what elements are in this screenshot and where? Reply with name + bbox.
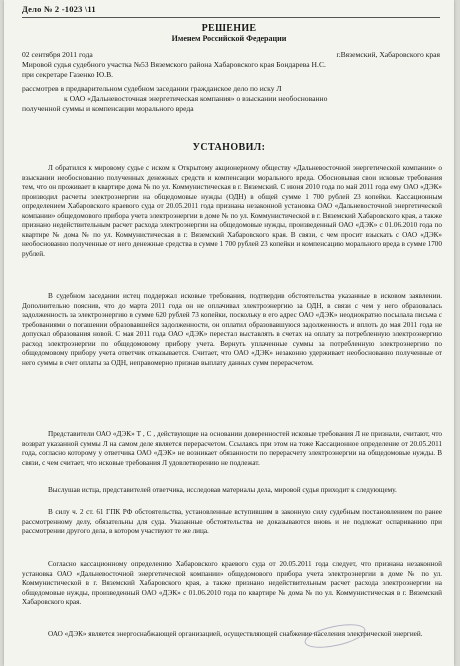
paragraph-6: Согласно кассационному определению Хабаровского краевого суда от 20.05.2011 года следует, что признана незаконной установка ОАО «Дальневосточной энергетической компании» общедомового прибора учета электроэнергии в доме № по ул. Коммунистической в г. Вяземский Хабаровского края, а также признано недействительным расчет расхода электроэнергии на общедомовые нужды, произведенный ОАО «ДЭК» с 01.06.2010 года по квартире № дома № по ул. Коммунистическая в г. Вяземский Хабаровского края.: [22, 560, 442, 607]
case-number: Дело № 2 -1023 \11: [22, 4, 96, 14]
document-title: РЕШЕНИЕ: [201, 23, 257, 34]
claim-line: полученной суммы и компенсации морального вреда: [22, 104, 194, 113]
decision-place: г.Вяземский, Хабаровского края: [336, 50, 440, 59]
header-rule: [22, 17, 440, 18]
secretary-line: при секретаре Газенко Ю.В.: [22, 70, 114, 79]
section-title: УСТАНОВИЛ:: [192, 142, 266, 153]
date-place-row: [22, 50, 440, 60]
defendant-line: к ОАО «Дальневосточная энергетическая компания» о взыскании необоснованно: [64, 94, 328, 103]
document-subtitle: Именем Российской Федерации: [171, 34, 287, 43]
court-line: Мировой судья судебного участка №53 Вяземского района Хабаровского края Бондарева Н.С.: [22, 60, 326, 69]
stamp-mark: [303, 620, 368, 652]
paragraph-5: В силу ч. 2 ст. 61 ГПК РФ обстоятельства, установленные вступившим в законную силу судебным постановлением по ранее рассмотренному делу, обязательны для суда. Указанные обстоятельства не доказываются вновь и не подлежат оспариванию при рассмотрении другого дела, в котором участвуют те же лица.: [22, 508, 442, 536]
consider-line: рассмотрев в предварительном судебном заседании гражданское дело по иску Л: [22, 84, 282, 93]
paragraph-7: ОАО «ДЭК» является энергоснабжающей организацией, осуществляющей снабжение населения электрической энергией.: [48, 630, 423, 638]
paragraph-1: Л обратился к мировому судье с иском к Открытому акционерному обществу «Дальневосточной энергетической компании» о взыскании необоснованно полученных денежных средств и компенсации морального вреда. Обосновывая свои исковые требования тем, что он проживает в квартире дома № по ул. Коммунистическая в г. Вяземский. С июня 2010 года по май 2011 года ему ОАО «ДЭК» производил расчеты электроэнергии на общедомовые нужды (ОДН) в общей сумме 1 700 рублей 23 копейки. Кассационным определением Хабаровского краевого суда от 20.05.2011 года признана незаконной установка ОАО «Дальневосточной энергетической компании» общедомового прибора учета электроэнергии в доме № по ул. Коммунистической в г. Вяземский Хабаровского края, а также признано недействительным расчет расхода электроэнергии на общедомовые нужды, произведенный ОАО «ДЭК» с 01.06.2010 года по квартире № дома № по ул. Коммунистическая в г. Вяземский Хабаровского края. В связи, с чем просит взыскать с ОАО «ДЭК» необоснованно полученные от него денежные средства в сумме 1 700 рублей 23 копейки и компенсацию морального вреда в сумме 1700 рублей.: [22, 164, 442, 258]
paragraph-2: В судебном заседании истец поддержал исковые требования, подтвердив обстоятельства указанные в исковом заявлении. Дополнительно пояснив, что до марта 2011 года он не оплачивал электроэнергию за ОДН, в связи с чем у него образовалась задолженность за электроэнергию в сумме 620 рублей 73 копейки, поскольку в его адрес ОАО «ДЭК» неоднократно посылала письма с требованиями о погашении образовавшейся задолженности, он оплатил образовавшуюся задолженность и вплоть до мая 2011 года не допускал образования новой. С мая 2011 года ОАО «ДЭК» перестал выставлять в счетах на оплату за потребленную электроэнергию расход электроэнергии по общедомовому прибору учета. Вернуть уплаченные суммы за потребленную электроэнергию по общедомовому прибору учета ответчик отказывается. Считает, что ОАО «ДЭК» незаконно удерживает необоснованно полученные от него суммы в счет оплаты за ОДН, неправомерно признав выплату данных сумм перерасчетом.: [22, 292, 442, 367]
decision-date: 02 сентября 2011 года: [22, 50, 93, 59]
paragraph-4: Выслушав истца, представителей ответчика, исследовав материалы дела, мировой судья приходит к следующему.: [48, 486, 397, 494]
paragraph-3: Представители ОАО «ДЭК» Т , С , действующие на основании доверенностей исковые требования Л не признали, считают, что возврат указанной суммы Л на самом деле является перерасчетом. Ссылаясь при этом на тоже Кассационное определение от 20.05.2011 года, согласно которому у ответчика ОАО «ДЭК» не возникает обязанности по перерасчету электроэнергии на общедомовые нужды. В связи, с чем считает, что исковые требования Л удовлетворению не подлежат.: [22, 430, 442, 467]
document-page: [4, 0, 454, 666]
